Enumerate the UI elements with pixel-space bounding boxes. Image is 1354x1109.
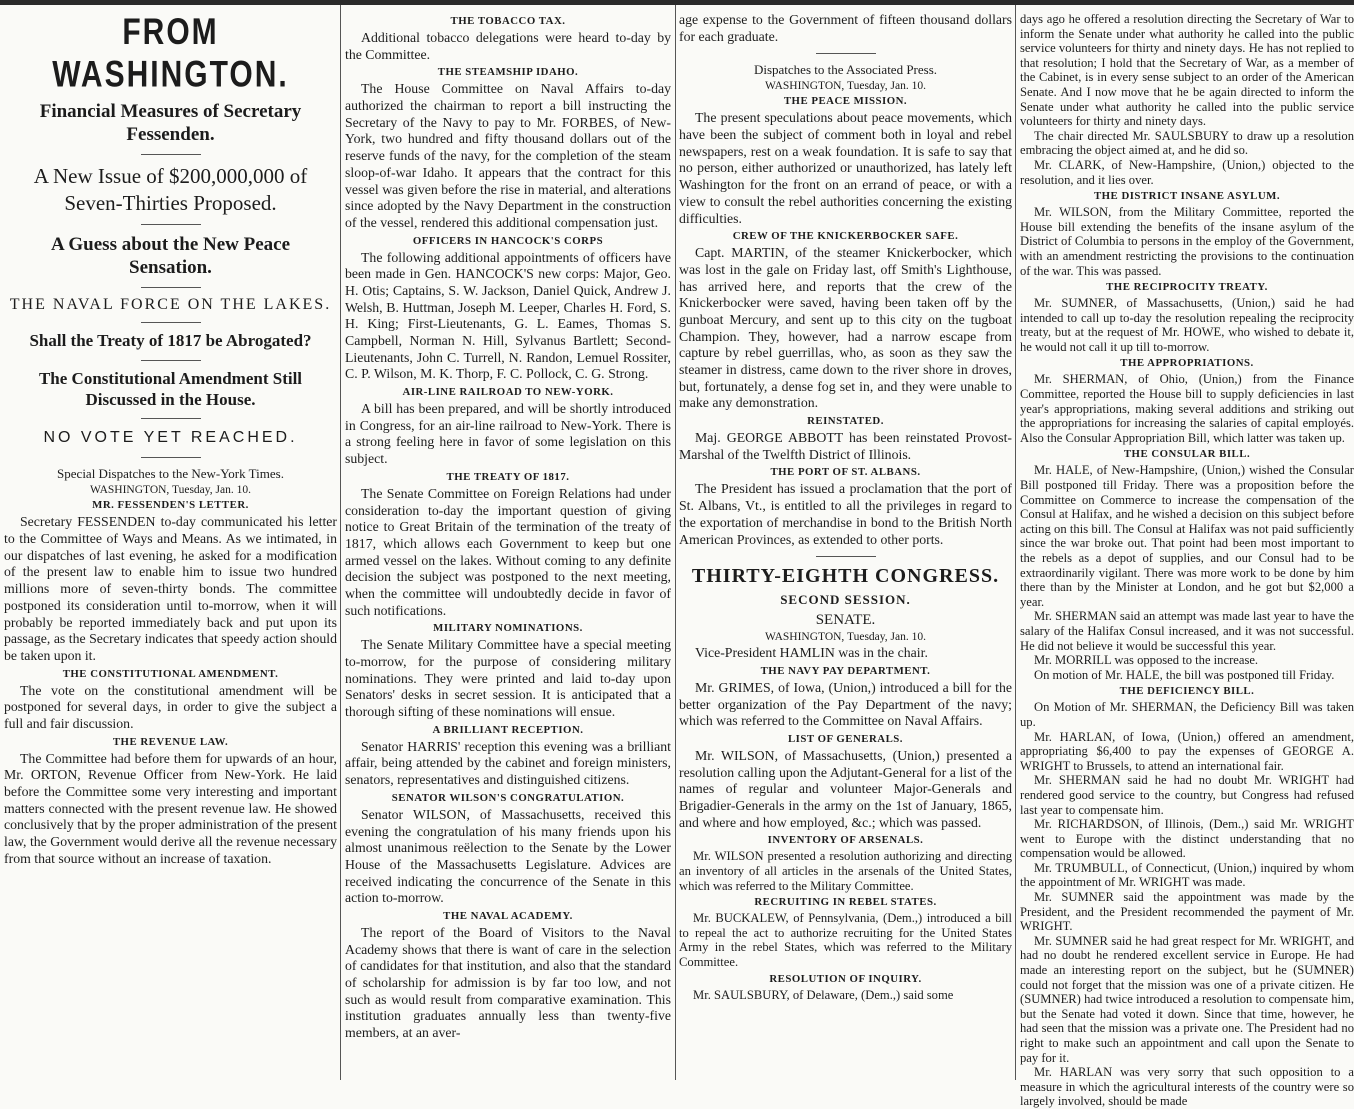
headline: FROM WASHINGTON. <box>52 11 289 96</box>
dateline: WASHINGTON, Tuesday, Jan. 10. <box>89 484 251 497</box>
section-title: RESOLUTION OF INQUIRY. <box>769 972 922 985</box>
column-3 <box>679 12 1012 1080</box>
section-body: The report of the Board of Visitors to the Naval Academy shows that there is want of care in the selection of candidates for that institution, and also that the standard of scholarship for admission is by far too low, and not such as would result from comparative examination. This institution graduates annually less than twenty-five members, at an aver- <box>345 924 671 1041</box>
section-body: Mr. WILSON presented a resolution authorizing and directing an inventory of all articles in the arsenals of the United States, which was referred to the Military Committee. <box>679 849 1012 893</box>
paragraph: Mr. SHERMAN said an attempt was made last year to have the salary of the Halifax Consul increased, and it was not successful. He did not believe it would be successful this year. <box>1020 609 1354 653</box>
paragraph: On Motion of Mr. SHERMAN, the Deficiency Bill was taken up. <box>1020 700 1354 729</box>
deck-treaty: Shall the Treaty of 1817 be Abrogated? <box>29 331 312 351</box>
column-rule <box>675 5 676 1080</box>
paragraph: Mr. HALE, of New-Hampshire, (Union,) wished the Consular Bill postponed till Friday. There was a proposition before the Committee on Commerce to increase the compensation of the Consul at Halifax, and he wished a decision on this subject before acting on this bill. The Consul at Halifax was not paid sufficiently since the war broke out. That point had been most important to the rebels as a depot of supplies, and our Consul had to be extraordinarily vigilant. There was more work to be done by him there than by the Minister at London, and he got but $2,000 a year. <box>1020 463 1354 609</box>
paragraph: Mr. HARLAN, of Iowa, (Union,) offered an amendment, appropriating $6,400 to pay the expenses of GEORGE A. WRIGHT to Brussels, to attend an international fair. <box>1020 729 1354 773</box>
paragraph: Mr. SHERMAN said he had no doubt Mr. WRIGHT had rendered good service to the country, but Congress had refused last year to compensate him. <box>1020 773 1354 817</box>
section-body: The House Committee on Naval Affairs to-day authorized the chairman to report a bill instructing the Secretary of the Navy to pay to Mr. FORBES, of New-York, two hundred and fifty thousand dollars out of the reserve funds of the navy, for the completion of the steam sloop-of-war Idaho. It appears that the contract for this vessel was given before the rise in material, and alterations since adopted by the Navy Department in the construction of the vessel, rendered this additional compensation just. <box>345 81 671 230</box>
section-title: REINSTATED. <box>807 415 884 428</box>
column-2 <box>345 12 671 1080</box>
column-rule <box>340 5 341 1080</box>
section-body: The President has issued a proclamation that the port of St. Albans, Vt., is entitled to all the privileges in regard to the exportation of merchandise in bond to the British North American Provinces, as extended to other ports. <box>679 481 1012 547</box>
divider <box>141 154 201 155</box>
column-rule <box>1015 5 1016 1080</box>
deck-naval-force: THE NAVAL FORCE ON THE LAKES. <box>9 296 332 314</box>
section-title: THE TREATY OF 1817. <box>446 470 570 483</box>
paragraph: Mr. RICHARDSON, of Illinois, (Dem.,) said Mr. WRIGHT went to Europe with the distinct understanding that no compensation would be allowed. <box>1020 817 1354 861</box>
section-title: INVENTORY OF ARSENALS. <box>767 834 924 847</box>
dateline: WASHINGTON, Tuesday, Jan. 10. <box>764 80 926 93</box>
divider <box>141 418 201 419</box>
session-heading: SECOND SESSION. <box>780 592 911 608</box>
section-body: Maj. GEORGE ABBOTT has been reinstated Provost-Marshal of the Twelfth District of Illinois. <box>679 430 1012 462</box>
paragraph: Mr. SUMNER said the appointment was made by the President, and the President recommended the payment of Mr. WRIGHT. <box>1020 890 1354 934</box>
section-title: THE PEACE MISSION. <box>783 95 908 108</box>
section-title: SENATOR WILSON'S CONGRATULATION. <box>391 791 625 804</box>
section-body: A bill has been prepared, and will be shortly introduced in Congress, for an air-line railroad to New-York. There is a strong feeling here in favor of some legislation on this subject. <box>345 401 671 467</box>
section-body: Secretary FESSENDEN to-day communicated his letter to the Committee of Ways and Means. As we intimated, in our dispatches of last evening, he asked for a modification of the present law to enable him to issue two hundred millions more of seven-thirty bonds. The committee postponed its consideration until to-morrow, when it will probably be reported immediately back and put upon its passage, as the Secretary indicates that speedy action should be taken upon it. <box>4 514 337 663</box>
senate-heading: SENATE. <box>815 612 876 629</box>
divider <box>141 457 201 458</box>
section-body: Senator HARRIS' reception this evening was a brilliant affair, being attended by the cabinet and foreign ministers, senators, representatives and distinguished citizens. <box>345 738 671 788</box>
dispatch-line: Dispatches to the Associated Press. <box>753 62 938 78</box>
section-title: THE DEFICIENCY BILL. <box>1119 685 1255 698</box>
divider <box>141 322 201 323</box>
section-body: Mr. WILSON, of Massachusetts, (Union,) presented a resolution calling upon the Adjutant-General for a list of the names of regular and volunteer Major-Generals and Brigadier-Generals in the army on the 1st of January, 1865, and where and how employed, &c.; which was passed. <box>679 747 1012 830</box>
dateline: WASHINGTON, Tuesday, Jan. 10. <box>764 631 926 644</box>
section-title: THE NAVY PAY DEPARTMENT. <box>760 664 931 677</box>
paragraph: On motion of Mr. HALE, the bill was postponed till Friday. <box>1034 667 1335 682</box>
section-title: CREW OF THE KNICKERBOCKER SAFE. <box>732 230 959 243</box>
section-body: Mr. WILSON, from the Military Committee, reported the House bill extending the benefits of the insane asylum of the District of Columbia to persons in the employ of the Government, with an amendment restricting the provisions to the continuation of the war. This was passed. <box>1020 205 1354 278</box>
section-title: AIR-LINE RAILROAD TO NEW-YORK. <box>402 386 614 399</box>
deck-peace: A Guess about the New Peace Sensation. <box>50 233 291 279</box>
section-body: The present speculations about peace movements, which have been the subject of comment both in loyal and rebel newspapers, rest on a weak foundation. It is safe to say that no person, either authorized or unauthorized, has lately left Washington for the front on an errand of peace, or with a view to consult the rebel authorities concerning the existing difficulties. <box>679 110 1012 226</box>
section-title: MILITARY NOMINATIONS. <box>433 622 583 635</box>
continued-text: days ago he offered a resolution directing the Secretary of War to inform the Senate under what authority he called into the public service volunteers for thirty and ninety days. He has not replied to that resolution; I hold that the Secretary of War, as a member of the Cabinet, is in every sense subject to an order of the American Senate. And I now move that he be again directed to inform the Senate under what authority he called into the public service volunteers for thirty and ninety days. <box>1020 12 1354 129</box>
deck-no-vote: NO VOTE YET REACHED. <box>43 429 298 447</box>
dispatch-line: Special Dispatches to the New-York Times. <box>57 466 284 482</box>
section-body: Capt. MARTIN, of the steamer Knickerbocker, which was lost in the gale on Friday last, off Smith's Lighthouse, has arrived here, and reports that the crew of the Knickerbocker were saved, having been taken off by the gunboat Mercury, and sent up to this city on the tugboat Champion. They, however, had a narrow escape from capture by rebel guerrillas, who, as soon as they saw the steamer in distress, came down to the river shore in droves, but, fortunately, a dense fog set in, and they were unable to make any demonstration. <box>679 245 1012 411</box>
congress-heading: THIRTY-EIGHTH CONGRESS. <box>691 565 1000 588</box>
section-title: LIST OF GENERALS. <box>787 732 903 745</box>
section-body: Mr. BUCKALEW, of Pennsylvania, (Dem.,) introduced a bill to repeal the act to authorize recruiting for the United States Army in the rebel States, which was referred to the Military Committee. <box>679 911 1012 969</box>
section-title: THE PORT OF ST. ALBANS. <box>770 466 921 479</box>
column-1 <box>4 12 337 1080</box>
section-title: THE NAVAL ACADEMY. <box>443 909 573 922</box>
paragraph: Mr. CLARK, of New-Hampshire, (Union,) objected to the resolution, and it lies over. <box>1020 157 1354 187</box>
top-border <box>0 0 1354 5</box>
section-title: THE CONSULAR BILL. <box>1123 448 1251 461</box>
section-body: The following additional appointments of officers have been made in Gen. HANCOCK'S new corps: Major, Geo. H. Otis; Captains, S. W. Jackson, Daniel Quick, Andrew J. Welsh, B. Huttman, Joseph M. Leeper, Charles H. Ford, S. H. King; First-Lieutenants, G. L. Eames, Thomas S. Campbell, Norman N. Hill, Sylvanus Bartlett; Second-Lieutenants, John C. Turrell, N. Randon, Lemuel Rossiter, C. P. Wilson, M. K. Thorp, F. C. Pollock, C. G. Strong. <box>345 249 671 382</box>
paragraph: The chair directed Mr. SAULSBURY to draw up a resolution embracing the object aimed at, and he did so. <box>1020 128 1354 158</box>
paragraph: Mr. TRUMBULL, of Connecticut, (Union,) inquired by whom the appointment of Mr. WRIGHT was made. <box>1020 860 1354 890</box>
section-title: OFFICERS IN HANCOCK'S CORPS <box>412 234 604 247</box>
section-title: MR. FESSENDEN'S LETTER. <box>92 499 249 512</box>
section-body: Additional tobacco delegations were heard to-day by the Committee. <box>345 30 671 62</box>
continued-text: age expense to the Government of fifteen thousand dollars for each graduate. <box>679 12 1012 44</box>
divider <box>816 53 876 54</box>
section-title: THE DISTRICT INSANE ASYLUM. <box>1093 190 1281 203</box>
deck-new-issue: A New Issue of $200,000,000 of Seven-Thirties Proposed. <box>33 164 308 215</box>
section-title: A BRILLIANT RECEPTION. <box>432 723 584 736</box>
deck-amendment: The Constitutional Amendment Still Discussed in the House. <box>38 368 303 409</box>
column-4 <box>1020 12 1354 1109</box>
section-title: THE CONSTITUTIONAL AMENDMENT. <box>62 667 279 680</box>
section-body: The Committee had before them for upwards of an hour, Mr. ORTON, Revenue Officer from New-York. He laid before the Committee some very interesting and important matters connected with the present revenue law. He showed conclusively that by the proper administration of the present law, the Government would derive all the revenue necessary from that source without an increase of taxation. <box>4 750 337 866</box>
section-body: Senator WILSON, of Massachusetts, received this evening the congratulation of his many friends upon his almost unanimous reëlection to the Senate by the Lower House of the Massachusetts Legislature. Advices are received indicating the concurrence of the Senate in this action to-morrow. <box>345 806 671 906</box>
section-body: The vote on the constitutional amendment will be postponed for several days, in order to give the subject a full and fair discussion. <box>4 682 337 731</box>
section-body: Mr. GRIMES, of Iowa, (Union,) introduced a bill for the better organization of the Pay Department of the navy; which was referred to the Committee on Naval Affairs. <box>679 679 1012 729</box>
paragraph: Mr. HARLAN was very sorry that such opposition to a measure in which the agricultural interests of the country were so largely involved, should be made <box>1020 1065 1354 1109</box>
deck-financial: Financial Measures of Secretary Fessenden. <box>39 101 302 146</box>
section-body: The Senate Committee on Foreign Relations had under consideration to-day the important question of giving notice to Great Britain of the termination of the treaty of 1817, which allows each Government to keep but one armed vessel on the lakes. Without coming to any definite decision the subject was postponed to the next meeting, when the committee will undoubtedly decide in favor of such notifications. <box>345 485 671 618</box>
divider <box>816 556 876 557</box>
section-title: THE TOBACCO TAX. <box>450 15 566 27</box>
chair-line: Vice-President HAMLIN was in the chair. <box>695 645 928 661</box>
section-title: RECRUITING IN REBEL STATES. <box>754 896 937 909</box>
section-title: THE REVENUE LAW. <box>112 735 229 748</box>
section-title: THE STEAMSHIP IDAHO. <box>437 66 579 79</box>
divider <box>141 224 201 225</box>
section-body: Mr. SAULSBURY, of Delaware, (Dem.,) said some <box>693 987 954 1002</box>
section-body: The Senate Military Committee have a special meeting to-morrow, for the purpose of considering military nominations. They were printed and laid to-day upon Senators' desks in secret session. It is anticipated that a thorough sifting of these nominations will ensue. <box>345 637 671 720</box>
section-title: THE RECIPROCITY TREATY. <box>1106 281 1268 294</box>
divider <box>141 360 201 361</box>
section-body: Mr. SUMNER, of Massachusetts, (Union,) said he had intended to call up to-day the resolution repealing the reciprocity treaty, but at the request of Mr. HOWE, who wished to debate it, he would not call it up till to-morrow. <box>1020 296 1354 354</box>
section-body: Mr. SHERMAN, of Ohio, (Union,) from the Finance Committee, reported the House bill to supply deficiencies in last year's appropriations, making several additions and striking out the appropriations for increasing the salaries of capital employés. Also the Consular Appropriation Bill, which latter was taken up. <box>1020 372 1354 445</box>
paragraph: Mr. MORRILL was opposed to the increase. <box>1034 653 1259 668</box>
paragraph: Mr. SUMNER said he had great respect for Mr. WRIGHT, and had no doubt he rendered excellent service in Europe. He had made an interesting report on the subject, but he (SUMNER) could not forget that the mission was one of a private citizen. He (SUMNER) had twice introduced a resolution to compensate him, but the Senate had voted it down. Since that time, however, he had seen that the mission was a private one. The President had no right to make such an appointment and call upon the Senate to pay for it. <box>1020 933 1354 1065</box>
section-title: THE APPROPRIATIONS. <box>1120 357 1254 370</box>
divider <box>141 287 201 288</box>
